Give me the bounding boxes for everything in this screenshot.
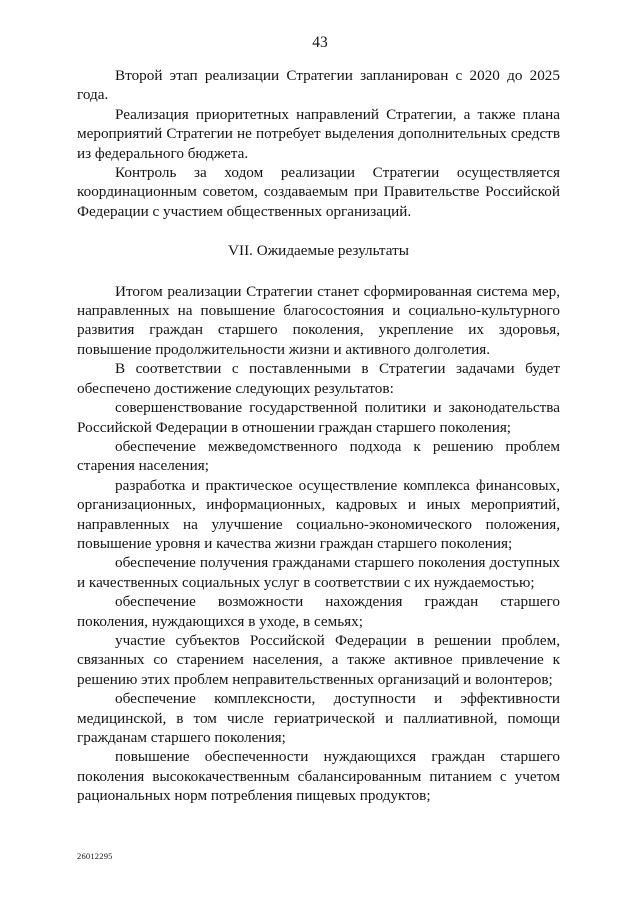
- list-item: совершенствование государственной политики и законодательства Российской Федерации в отношении граждан старшего поколения;: [77, 399, 560, 436]
- list-item: разработка и практическое осуществление комплекса финансовых, организационных, информационных, кадровых и иных мероприятий, направленных на улучшение социально-экономического положения, повышение уровня и качества жизни граждан старшего поколения;: [77, 476, 560, 552]
- list-item: участие субъектов Российской Федерации в решении проблем, связанных со старением населения, а также активное привлечение к решению этих проблем неправительственных организаций и волонтеров;: [77, 631, 560, 688]
- paragraph: Контроль за ходом реализации Стратегии осуществляется координационным советом, создаваемым при Правительстве Российской Федерации с участием общественных организаций.: [77, 164, 560, 220]
- paragraph: В соответствии с поставленными в Стратегии задачами будет обеспечено достижение следующих результатов:: [77, 360, 560, 397]
- paragraph: Итогом реализации Стратегии станет сформированная система мер, направленных на повышение благосостояния и социально-культурного развития граждан старшего поколения, укрепление их здоровья, повышение продолжительности жизни и активного долголетия.: [77, 282, 560, 358]
- paragraph: Реализация приоритетных направлений Стратегии, а также плана мероприятий Стратегии не потребует выделения дополнительных средств из федерального бюджета.: [77, 105, 560, 162]
- document-code: 26012295: [77, 851, 113, 861]
- list-item: обеспечение межведомственного подхода к решению проблем старения населения;: [77, 437, 560, 475]
- list-item: обеспечение возможности нахождения граждан старшего поколения, нуждающихся в уходе, в семьях;: [77, 593, 560, 630]
- list-item: обеспечение комплексности, доступности и эффективности медицинской, в том числе гериатрической и паллиативной, помощи гражданам старшего поколения;: [77, 690, 560, 746]
- list-item: обеспечение получения гражданами старшего поколения доступных и качественных социальных услуг в соответствии с их нуждаемостью;: [77, 554, 560, 591]
- list-item: повышение обеспеченности нуждающихся граждан старшего поколения высококачественным сбалансированным питанием с учетом рациональных норм потребления пищевых продуктов;: [77, 748, 560, 805]
- page-number: 43: [312, 34, 328, 51]
- section-heading: VII. Ожидаемые результаты: [228, 242, 409, 260]
- body-text: [77, 66, 560, 806]
- paragraph: Второй этап реализации Стратегии запланирован с 2020 до 2025 года.: [77, 67, 560, 104]
